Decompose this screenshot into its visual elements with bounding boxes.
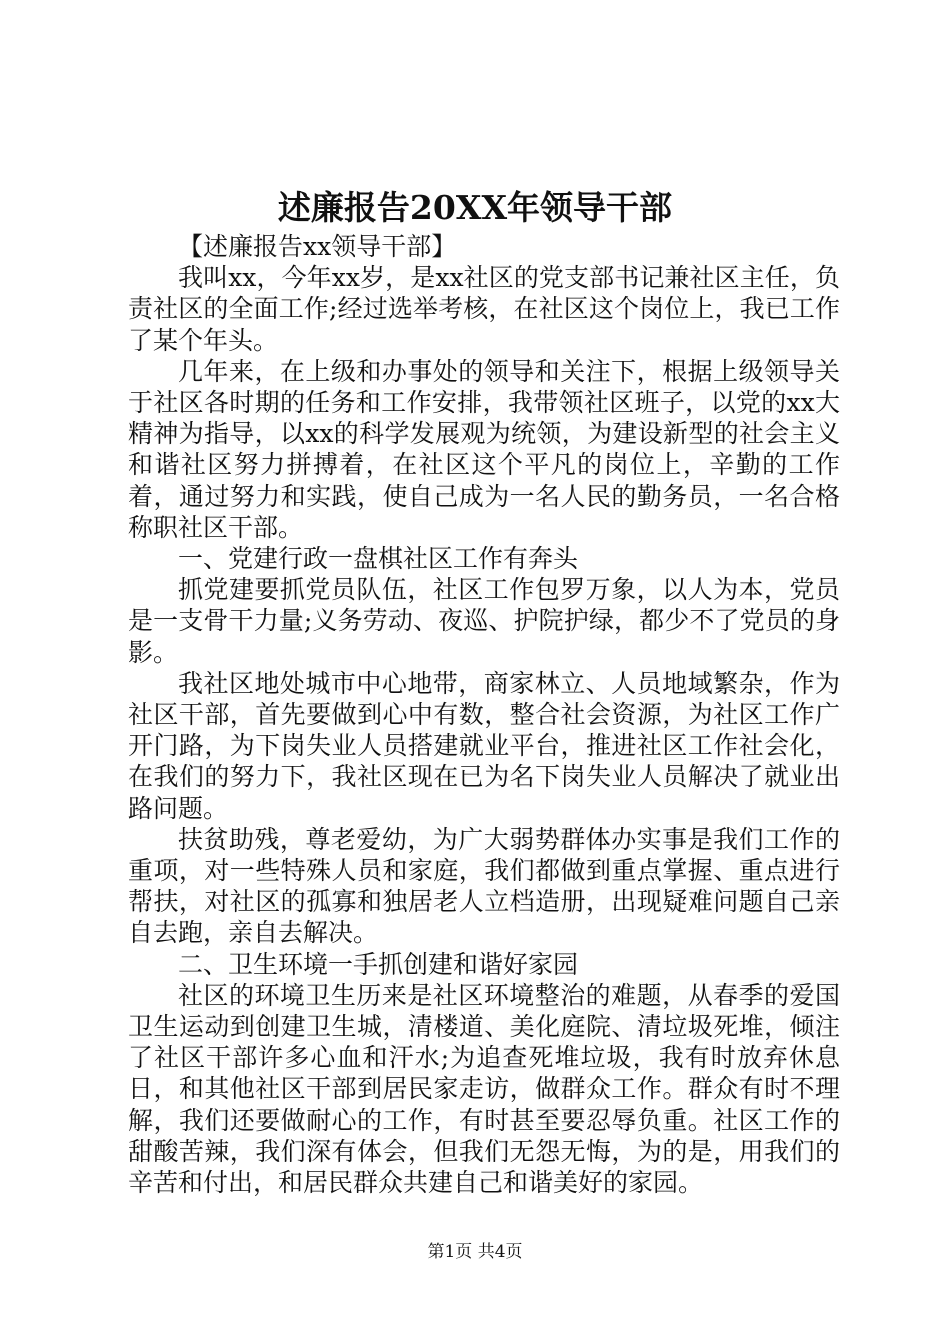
paragraph: 抓党建要抓党员队伍，社区工作包罗万象，以人为本，党员是一支骨干力量;义务劳动、夜巡、护院护绿，都少不了党员的身影。 — [128, 575, 840, 667]
section-heading: 一、党建行政一盘棋社区工作有奔头 — [178, 544, 579, 574]
paragraph: 几年来，在上级和办事处的领导和关注下，根据上级领导关于社区各时期的任务和工作安排，我带领社区班子，以党的xx大精神为指导，以xx的科学发展观为统领，为建设新型的社会主义和谐社区努力拼搏着，在社区这个平凡的岗位上，辛勤的工作着，通过努力和实践，使自己成为一名人民的勤务员，一名合格称职社区干部。 — [128, 356, 840, 542]
paragraph: 【述廉报告xx领导干部】 — [178, 232, 457, 261]
paragraph: 我叫xx，今年xx岁，是xx社区的党支部书记兼社区主任，负责社区的全面工作;经过选举考核，在社区这个岗位上，我已工作了某个年头。 — [128, 263, 840, 355]
section-heading: 二、卫生环境一手抓创建和谐好家园 — [178, 949, 579, 979]
paragraph: 扶贫助残，尊老爱幼，为广大弱势群体办实事是我们工作的重项，对一些特殊人员和家庭，我们都做到重点掌握、重点进行帮扶，对社区的孤寡和独居老人立档造册，出现疑难问题自己亲自去跑，亲自去解决。 — [128, 824, 840, 948]
paragraph: 我社区地处城市中心地带，商家林立、人员地域繁杂，作为社区干部，首先要做到心中有数，整合社会资源，为社区工作广开门路，为下岗失业人员搭建就业平台，推进社区工作社会化，在我们的努力下，我社区现在已为名下岗失业人员解决了就业出路问题。 — [128, 668, 840, 823]
document-body — [128, 231, 840, 1198]
paragraph: 社区的环境卫生历来是社区环境整治的难题，从春季的爱国卫生运动到创建卫生城，清楼道、美化庭院、清垃圾死堆，倾注了社区干部许多心血和汗水;为追查死堆垃圾，我有时放弃休息日，和其他社区干部到居民家走访，做群众工作。群众有时不理解，我们还要做耐心的工作，有时甚至要忍辱负重。社区工作的甜酸苦辣，我们深有体会，但我们无怨无悔，为的是，用我们的辛苦和付出，和居民群众共建自己和谐美好的家园。 — [128, 980, 840, 1198]
document-title: 述廉报告20XX年领导干部 — [277, 188, 673, 227]
page-footer: 第1页 共4页 — [427, 1242, 523, 1262]
